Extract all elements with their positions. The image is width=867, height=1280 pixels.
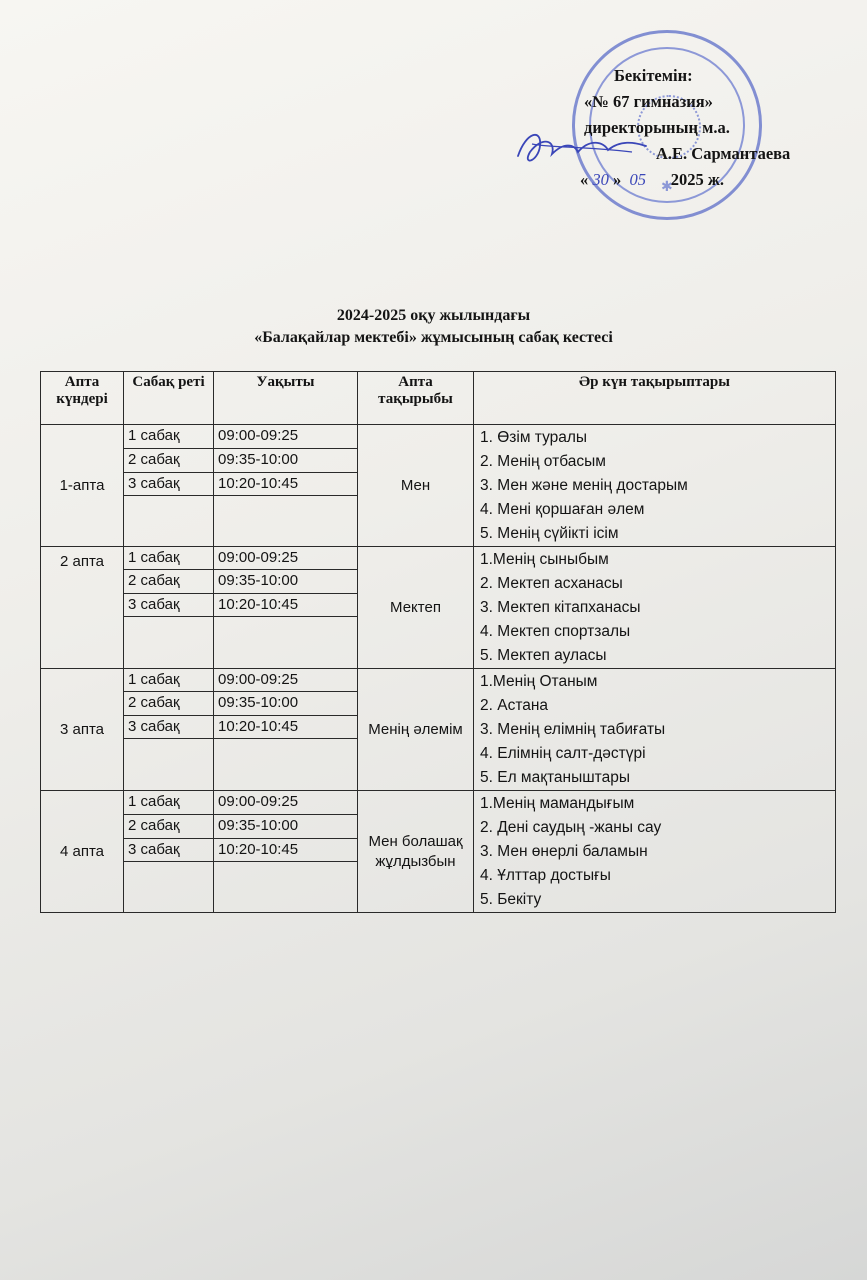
empty-cell: [124, 496, 214, 547]
lesson-time: 09:00-09:25: [214, 669, 358, 692]
approval-date-day: 30: [592, 170, 609, 189]
lesson-name: 2 сабақ: [124, 692, 214, 715]
empty-cell: [214, 862, 358, 913]
seal-star-icon: ✱: [661, 180, 673, 195]
topic-item: 3. Мектеп кітапханасы: [480, 599, 641, 616]
header-week-theme: Апта тақырыбы: [358, 372, 474, 425]
lesson-name: 3 сабақ: [124, 472, 214, 496]
approval-school: «№ 67 гимназия»: [584, 92, 713, 111]
topic-item: 5. Бекіту: [480, 891, 542, 908]
schedule-table: [40, 371, 836, 913]
header-lesson-order: Сабақ реті: [124, 372, 214, 425]
approval-heading: Бекітемін:: [614, 66, 693, 85]
lesson-time: 10:20-10:45: [214, 593, 358, 616]
approval-director-name: А.Е. Сармантаева: [656, 144, 791, 163]
approval-date-month: 05: [629, 170, 646, 189]
daily-topics: [474, 425, 836, 547]
header-daily-topics: Әр күн тақырыптары: [474, 372, 836, 425]
lesson-time: 10:20-10:45: [214, 838, 358, 862]
table-row: [41, 425, 836, 449]
lesson-time: 09:35-10:00: [214, 448, 358, 472]
table-row: [41, 791, 836, 815]
topic-item: 3. Мен және менің достарым: [480, 477, 688, 494]
table-row: [41, 669, 836, 692]
week-label: 4 апта: [41, 791, 124, 913]
lesson-name: 3 сабақ: [124, 838, 214, 862]
empty-cell: [124, 617, 214, 669]
topic-item: 3. Мен өнерлі баламын: [480, 843, 648, 860]
empty-cell: [124, 739, 214, 791]
lesson-name: 2 сабақ: [124, 570, 214, 593]
empty-cell: [124, 862, 214, 913]
lesson-time: 10:20-10:45: [214, 472, 358, 496]
daily-topics: [474, 547, 836, 669]
lesson-name: 1 сабақ: [124, 791, 214, 815]
lesson-name: 3 сабақ: [124, 715, 214, 738]
lesson-time: 09:35-10:00: [214, 692, 358, 715]
lesson-name: 1 сабақ: [124, 669, 214, 692]
week-label: 2 апта: [41, 547, 124, 669]
approval-date-year: 2025 ж.: [670, 170, 724, 189]
lesson-name: 2 сабақ: [124, 448, 214, 472]
lesson-time: 09:00-09:25: [214, 791, 358, 815]
week-theme: Мен болашақ жұлдызбын: [358, 791, 474, 913]
daily-topics: [474, 669, 836, 791]
lesson-name: 3 сабақ: [124, 593, 214, 616]
lesson-name: 1 сабақ: [124, 425, 214, 449]
week-theme: Мен: [358, 425, 474, 547]
week-label: 1-апта: [41, 425, 124, 547]
topic-item: 2. Астана: [480, 697, 549, 714]
week-theme: Мектеп: [358, 547, 474, 669]
topic-item: 2. Дені саудың -жаны сау: [480, 819, 662, 836]
topic-item: 2. Мектеп асханасы: [480, 575, 623, 592]
topic-item: 1.Менің мамандығым: [480, 795, 635, 812]
empty-cell: [214, 617, 358, 669]
table-row: [41, 547, 836, 570]
topic-item: 1. Өзім туралы: [480, 429, 588, 446]
topic-item: 3. Менің елімнің табиғаты: [480, 721, 666, 738]
topic-item: 1.Менің сыныбым: [480, 551, 609, 568]
empty-cell: [214, 739, 358, 791]
table-header-row: [41, 372, 836, 425]
week-label: 3 апта: [41, 669, 124, 791]
lesson-time: 09:00-09:25: [214, 547, 358, 570]
topic-item: 4. Елімнің салт-дәстүрі: [480, 745, 646, 762]
lesson-name: 2 сабақ: [124, 814, 214, 838]
lesson-time: 09:35-10:00: [214, 570, 358, 593]
lesson-time: 09:00-09:25: [214, 425, 358, 449]
topic-item: 5. Мектеп ауласы: [480, 647, 607, 664]
topic-item: 1.Менің Отаным: [480, 673, 598, 690]
topic-item: 2. Менің отбасым: [480, 453, 606, 470]
topic-item: 4. Мектеп спортзалы: [480, 623, 631, 640]
empty-cell: [214, 496, 358, 547]
document-title-line1: 2024-2025 оқу жылындағы: [336, 307, 531, 324]
topic-item: 5. Ел мақтаныштары: [480, 769, 630, 786]
document-title-line2: «Балақайлар мектебі» жұмысының сабақ кестесі: [254, 329, 613, 346]
lesson-name: 1 сабақ: [124, 547, 214, 570]
lesson-time: 10:20-10:45: [214, 715, 358, 738]
daily-topics: [474, 791, 836, 913]
topic-item: 5. Менің сүйікті ісім: [480, 525, 619, 542]
lesson-time: 09:35-10:00: [214, 814, 358, 838]
week-theme: Менің әлемім: [358, 669, 474, 791]
approval-date: « 30 » 05 2025 ж.: [580, 170, 724, 189]
header-week-days: Апта күндері: [41, 372, 124, 425]
topic-item: 4. Ұлттар достығы: [480, 867, 611, 884]
approval-block: [560, 60, 860, 210]
approval-position: директорының м.а.: [584, 118, 730, 137]
header-time: Уақыты: [214, 372, 358, 425]
topic-item: 4. Мені қоршаған әлем: [480, 501, 645, 518]
